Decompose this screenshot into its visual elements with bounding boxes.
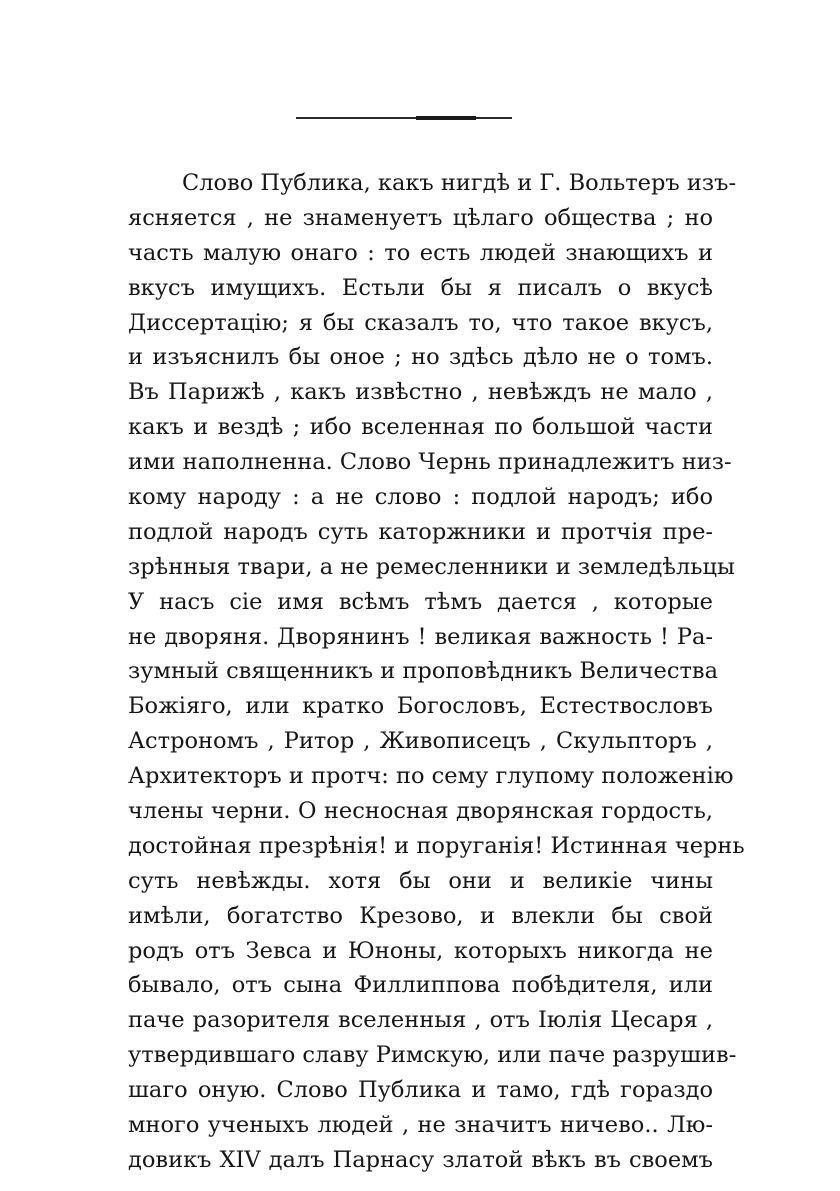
text-line: родъ отъ Зевса и Юноны, которыхъ никогда не	[128, 937, 713, 964]
text-line: не дворяня. Дворянинъ ! великая важность ! Ра-	[128, 623, 713, 650]
text-line: подлой народъ суть каторжники и протчія пре-	[128, 518, 713, 545]
text-line: зрѣнныя твари, а не ремесленники и земледѣльцы	[128, 553, 735, 580]
text-line: кому народу : а не слово : подлой народъ; ибо	[128, 484, 713, 511]
text-line: Слово Публика, какъ нигдѣ и Г. Вольтеръ изъ-	[182, 170, 737, 196]
text-line: ими наполненна. Слово Чернь принадлежитъ низ-	[128, 449, 732, 476]
text-line: ясняется , не знаменуетъ цѣлаго общества ; но	[128, 204, 713, 231]
text-line: часть малую онаго : то есть людей знающихъ и	[128, 239, 713, 266]
text-line: У насъ сіе имя всѣмъ тѣмъ дается , которые	[128, 588, 713, 615]
text-line: шаго оную. Слово Публика и тамо, гдѣ гораздо	[128, 1077, 713, 1104]
text-line: бывало, отъ сына Филлиппова побѣдителя, или	[128, 972, 713, 999]
text-line: и изъяснилъ бы оное ; но здѣсь дѣло не о томъ.	[128, 344, 713, 371]
text-line: утвердившаго славу Римскую, или паче разрушив-	[128, 1042, 737, 1069]
text-line: суть невѣжды. хотя бы они и великіе чины	[128, 867, 713, 894]
text-line: много ученыхъ людей , не значитъ ничево.. Лю-	[128, 1112, 713, 1139]
text-line: имѣли, богатство Крезово, и влекли бы свой	[128, 902, 713, 929]
text-line: Диссертацію; я бы сказалъ то, что такое вкусъ,	[128, 309, 713, 336]
body-text	[128, 166, 745, 1178]
text-line: вкусъ имущихъ. Естьли бы я писалъ о вкусѣ	[128, 274, 713, 301]
text-line: достойная презрѣнія! и поруганія! Истинная чернь	[128, 832, 745, 859]
text-line: Въ Парижѣ , какъ извѣстно , невѣждъ не мало ,	[128, 379, 713, 406]
text-line: члены черни. О несносная дворянская гордость,	[128, 798, 713, 825]
text-line: довикъ XIV далъ Парнасу златой вѣкъ въ своемъ	[128, 1146, 713, 1173]
header-rule	[296, 117, 512, 119]
text-line: какъ и вездѣ ; ибо вселенная по большой части	[128, 414, 713, 441]
text-line: зумный священникъ и проповѣдникъ Величества	[128, 658, 718, 685]
text-line: Астрономъ , Ритор , Живописецъ , Скульпторъ ,	[128, 728, 713, 755]
text-line: Архитекторъ и протч: по сему глупому положенію	[128, 763, 734, 790]
text-line: Божіяго, или кратко Богословъ, Естествословъ	[128, 693, 713, 720]
text-line: паче разорителя вселенныя , отъ Іюлія Цесаря ,	[128, 1007, 713, 1034]
